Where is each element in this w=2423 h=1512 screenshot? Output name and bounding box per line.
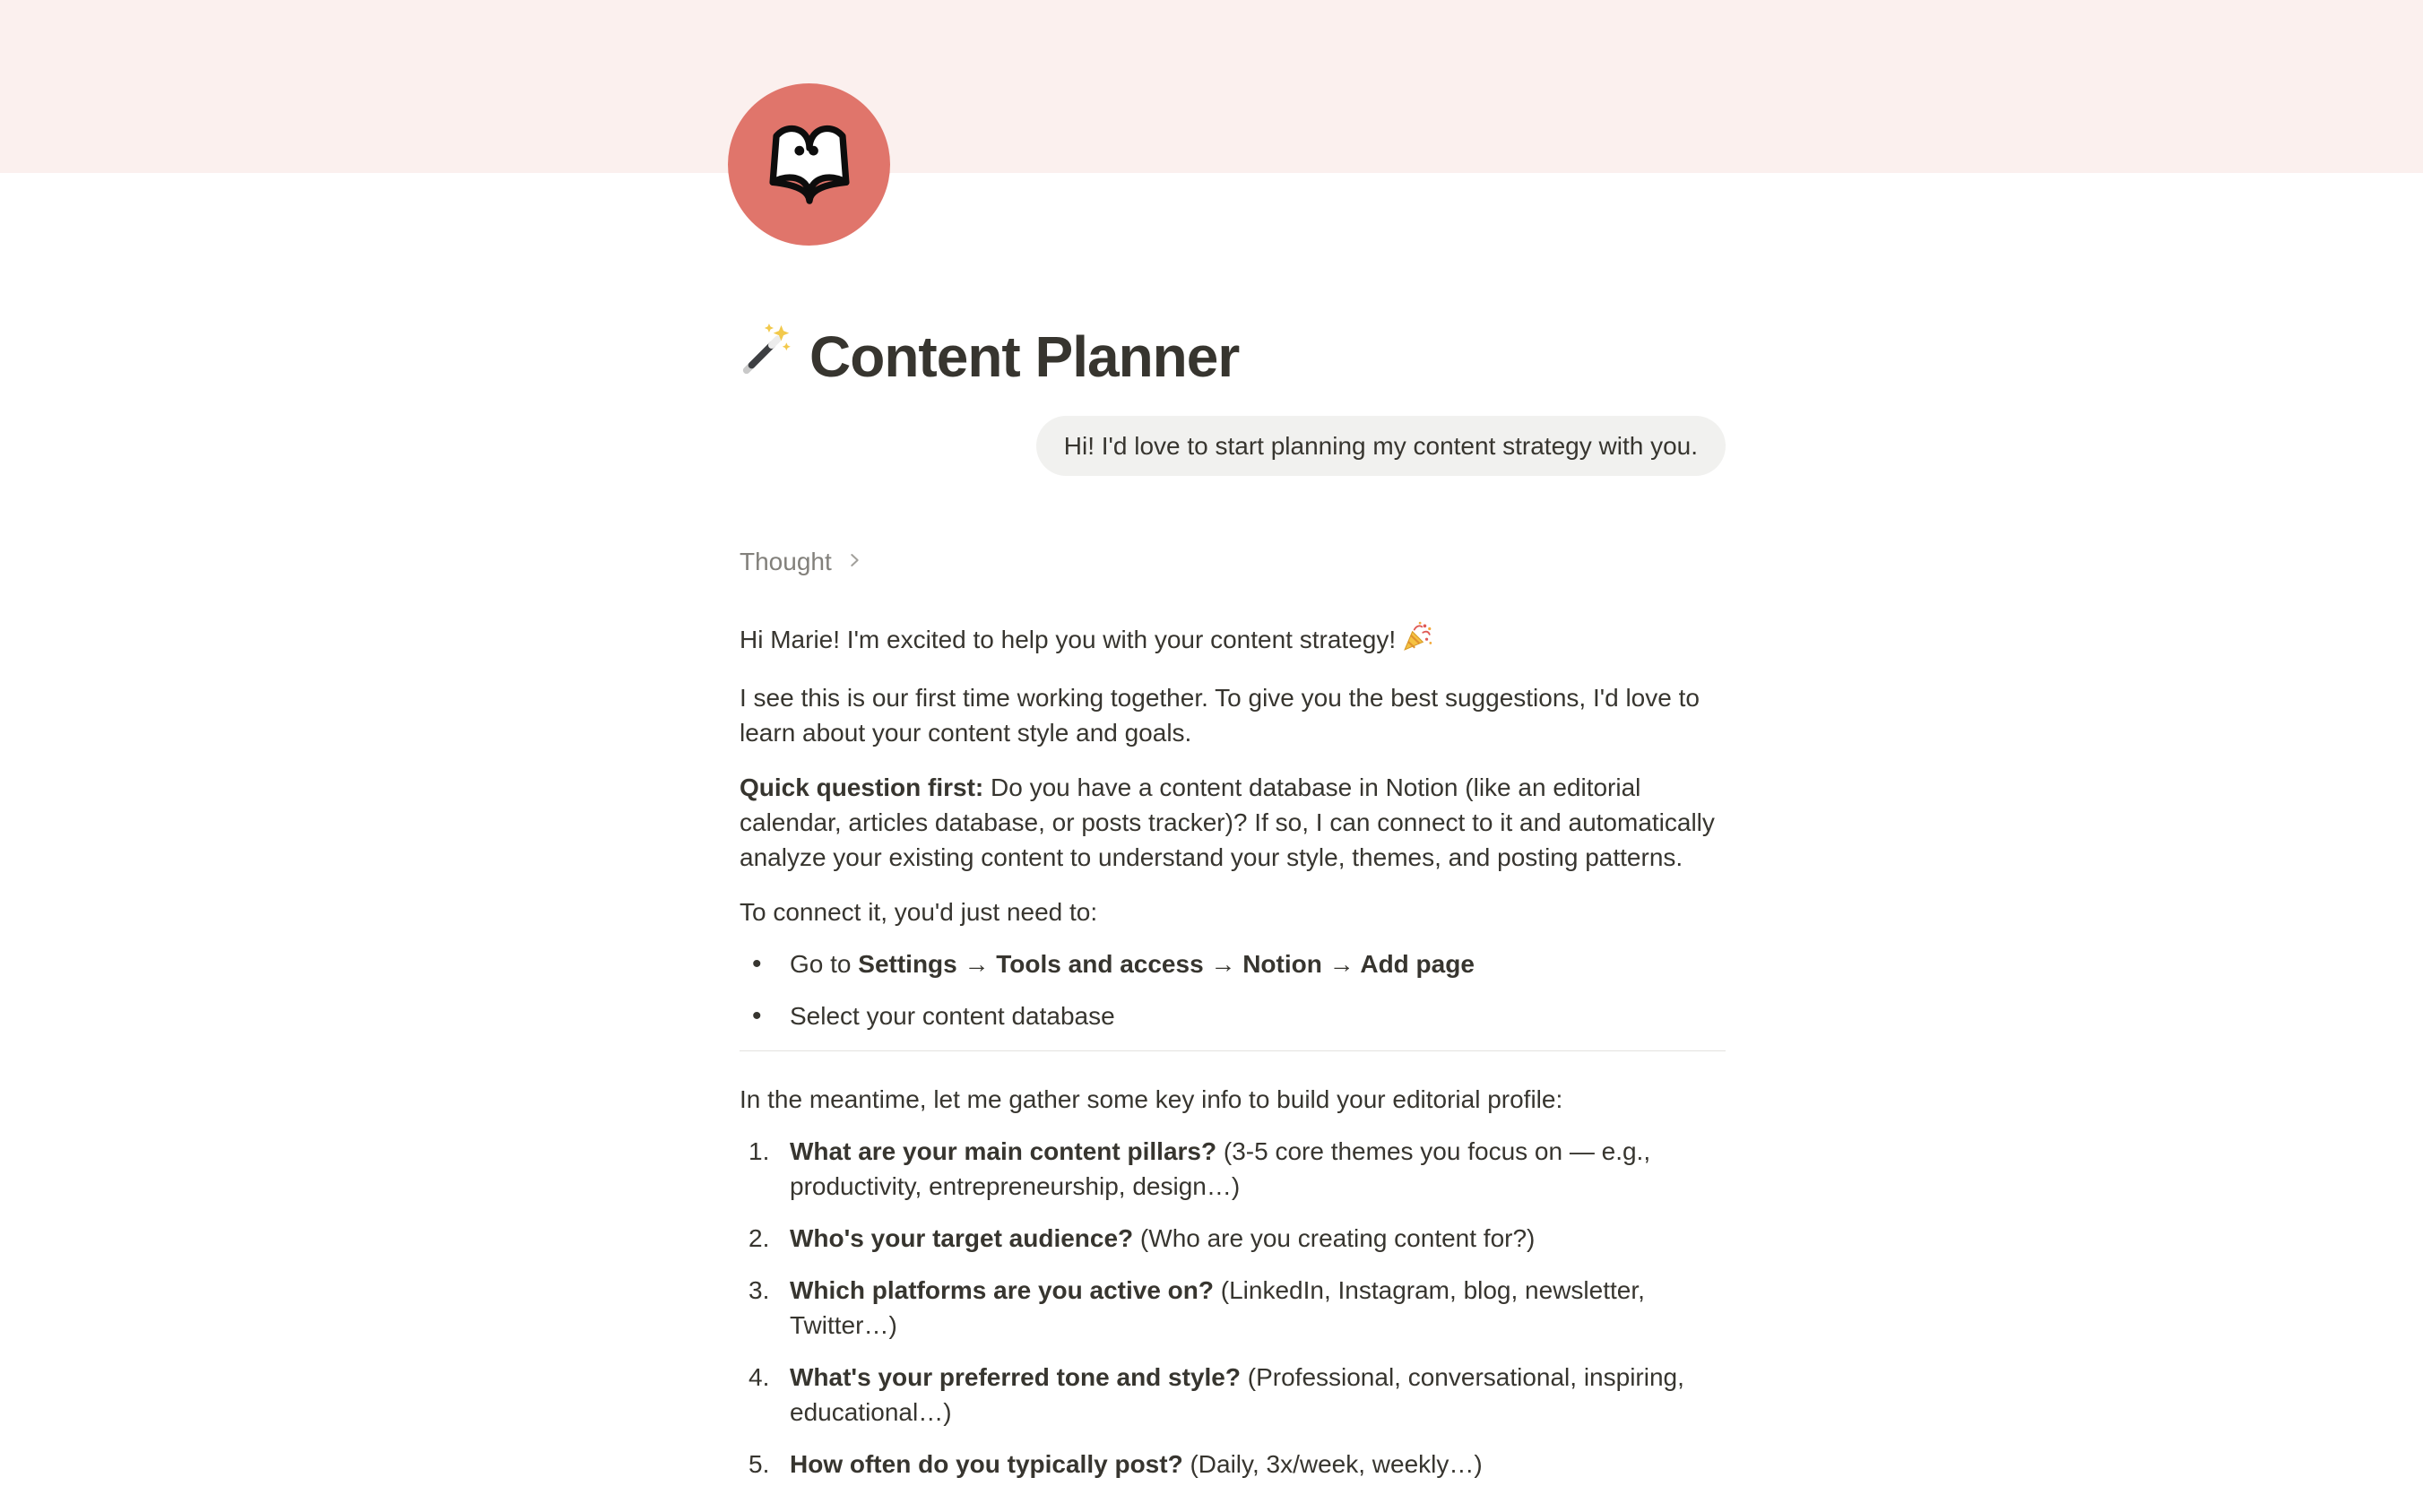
bullet-list [740, 946, 1726, 1033]
thought-toggle[interactable] [740, 546, 864, 578]
assistant-paragraph-greeting: Hi Marie! I'm excited to help you with your content strategy! [740, 621, 1726, 661]
assistant-paragraph-question: Quick question first: Do you have a content database in Notion (like an editorial calendar, articles database, or posts tracker)? If so, I can connect to it and automatically analyze your existing content to understand your style, themes, and posting patterns. [740, 773, 1715, 871]
list-number: 3. [749, 1276, 770, 1304]
numbered-list [740, 1134, 1726, 1482]
numbered-list-item: 2. Who's your target audience? (Who are you creating content for?) [740, 1221, 1726, 1256]
divider [740, 1050, 1726, 1051]
list-number: 5. [749, 1450, 770, 1478]
bullet-list-item: • Select your content database [740, 998, 1726, 1033]
assistant-paragraph-connect: To connect it, you'd just need to: [740, 898, 1098, 926]
assistant-paragraph-intro: I see this is our first time working together. To give you the best suggestions, I'd love to learn about your content style and goals. [740, 684, 1700, 747]
user-message-bubble [1036, 416, 1726, 476]
user-message-text: Hi! I'd love to start planning my content strategy with you. [1063, 432, 1698, 460]
question-lead-bold: Quick question first: [740, 773, 984, 801]
thought-label: Thought [740, 548, 832, 575]
numbered-list-item: 4. What's your preferred tone and style? (Professional, conversational, inspiring, educational…) [740, 1360, 1726, 1430]
list-number: 2. [749, 1224, 770, 1252]
page-cover [0, 0, 2423, 173]
numbered-list-item: 1. What are your main content pillars? (3-5 core themes you focus on — e.g., productivity, entrepreneurship, design…) [740, 1134, 1726, 1204]
open-book-icon [757, 112, 861, 217]
party-popper-emoji-icon [1403, 621, 1433, 661]
magic-wand-emoji-icon [740, 322, 795, 391]
page-icon[interactable] [728, 83, 890, 246]
page-body [740, 173, 1726, 1482]
settings-path-bold: Settings → Tools and access → Notion → Add page [858, 950, 1475, 978]
bullet-list-item: • Go to Settings → Tools and access → Notion → Add page [740, 946, 1726, 981]
list-number: 4. [749, 1363, 770, 1391]
page-title [740, 322, 1726, 391]
bullet-marker: • [752, 1001, 762, 1031]
chevron-right-icon [844, 546, 864, 578]
bullet-marker: • [752, 949, 762, 979]
numbered-list-item: 3. Which platforms are you active on? (LinkedIn, Instagram, blog, newsletter, Twitter…) [740, 1273, 1726, 1343]
numbered-list-item: 5. How often do you typically post? (Daily, 3x/week, weekly…) [740, 1447, 1726, 1482]
list-number: 1. [749, 1137, 770, 1165]
assistant-paragraph-meantime: In the meantime, let me gather some key info to build your editorial profile: [740, 1085, 1563, 1113]
page-title-text: Content Planner [809, 324, 1240, 389]
